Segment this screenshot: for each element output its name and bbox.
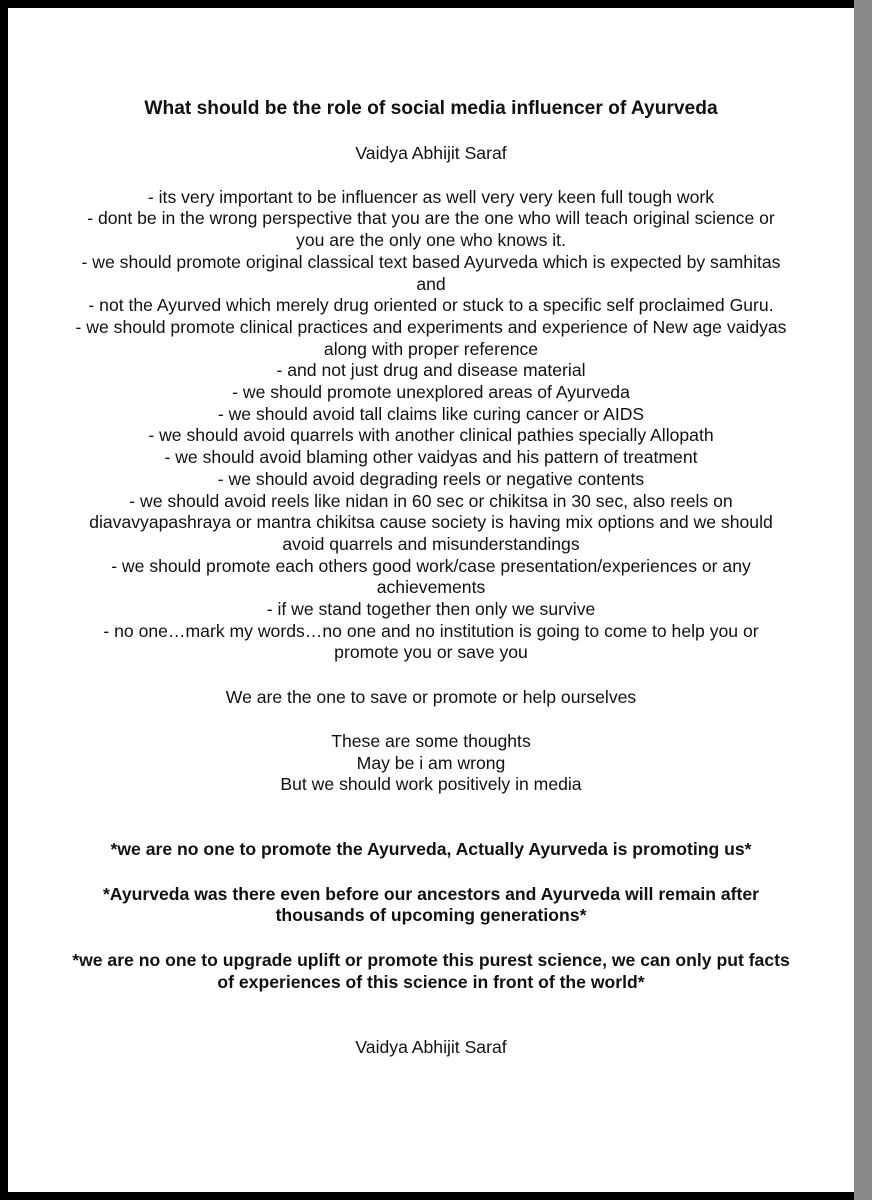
bullet-item: - we should avoid blaming other vaidyas and his pattern of treatment xyxy=(164,447,698,468)
bullet-item: - we should promote original classical text based Ayurveda which is expected by samhitas and xyxy=(81,251,781,294)
emphasis-statement: *we are no one to upgrade uplift or promote this purest science, we can only put facts of experiences of this science in front of the world* xyxy=(72,950,790,992)
thought-line: But we should work positively in media xyxy=(280,774,582,795)
emphasis-statement: *Ayurveda was there even before our ancestors and Ayurveda will remain after thousands of upcoming generations* xyxy=(102,883,760,926)
bullet-item: - not the Ayurved which merely drug oriented or stuck to a specific self proclaimed Guru. xyxy=(88,295,774,316)
bullet-item: - we should promote clinical practices and experiments and experience of New age vaidyas along with proper reference xyxy=(75,316,787,359)
bullet-item: - no one…mark my words…no one and no institution is going to come to help you or promote you or save you xyxy=(103,620,759,663)
document-title: What should be the role of social media influencer of Ayurveda xyxy=(144,98,718,119)
bullet-item: - its very important to be influencer as well very very keen full tough work xyxy=(147,186,715,207)
signature-line: Vaidya Abhijit Saraf xyxy=(355,1036,507,1057)
bullet-item: - we should promote each others good work/case presentation/experiences or any achievements xyxy=(111,555,751,598)
bullet-item: - we should promote unexplored areas of Ayurveda xyxy=(232,382,630,403)
emphasis-statement: *we are no one to promote the Ayurveda, Actually Ayurveda is promoting us* xyxy=(110,838,752,859)
scroll-bar[interactable] xyxy=(854,0,872,1200)
thought-line: May be i am wrong xyxy=(356,752,506,773)
bullet-item: - we should avoid quarrels with another clinical pathies specially Allopath xyxy=(148,425,714,446)
bullet-item: - we should avoid reels like nidan in 60 sec or chikitsa in 30 sec, also reels on diavavyapashraya or mantra chikitsa cause society is having mix options and we should avoid quarrels and misunderstandings xyxy=(89,490,773,554)
thoughts-block xyxy=(8,731,854,796)
bullet-item: - we should avoid tall claims like curing cancer or AIDS xyxy=(217,403,645,424)
bullet-item: - and not just drug and disease material xyxy=(276,360,586,381)
document-content xyxy=(8,90,854,1058)
closing-statement: We are the one to save or promote or help ourselves xyxy=(225,687,637,708)
thought-line: These are some thoughts xyxy=(331,730,531,751)
bullet-item: - dont be in the wrong perspective that you are the one who will teach original science or you are the only one who knows it. xyxy=(87,208,775,251)
bullet-item: - if we stand together then only we survive xyxy=(266,599,596,620)
document-page xyxy=(8,8,854,1192)
author-line: Vaidya Abhijit Saraf xyxy=(355,143,507,163)
bullet-list xyxy=(71,187,791,664)
bullet-item: - we should avoid degrading reels or negative contents xyxy=(217,468,645,489)
